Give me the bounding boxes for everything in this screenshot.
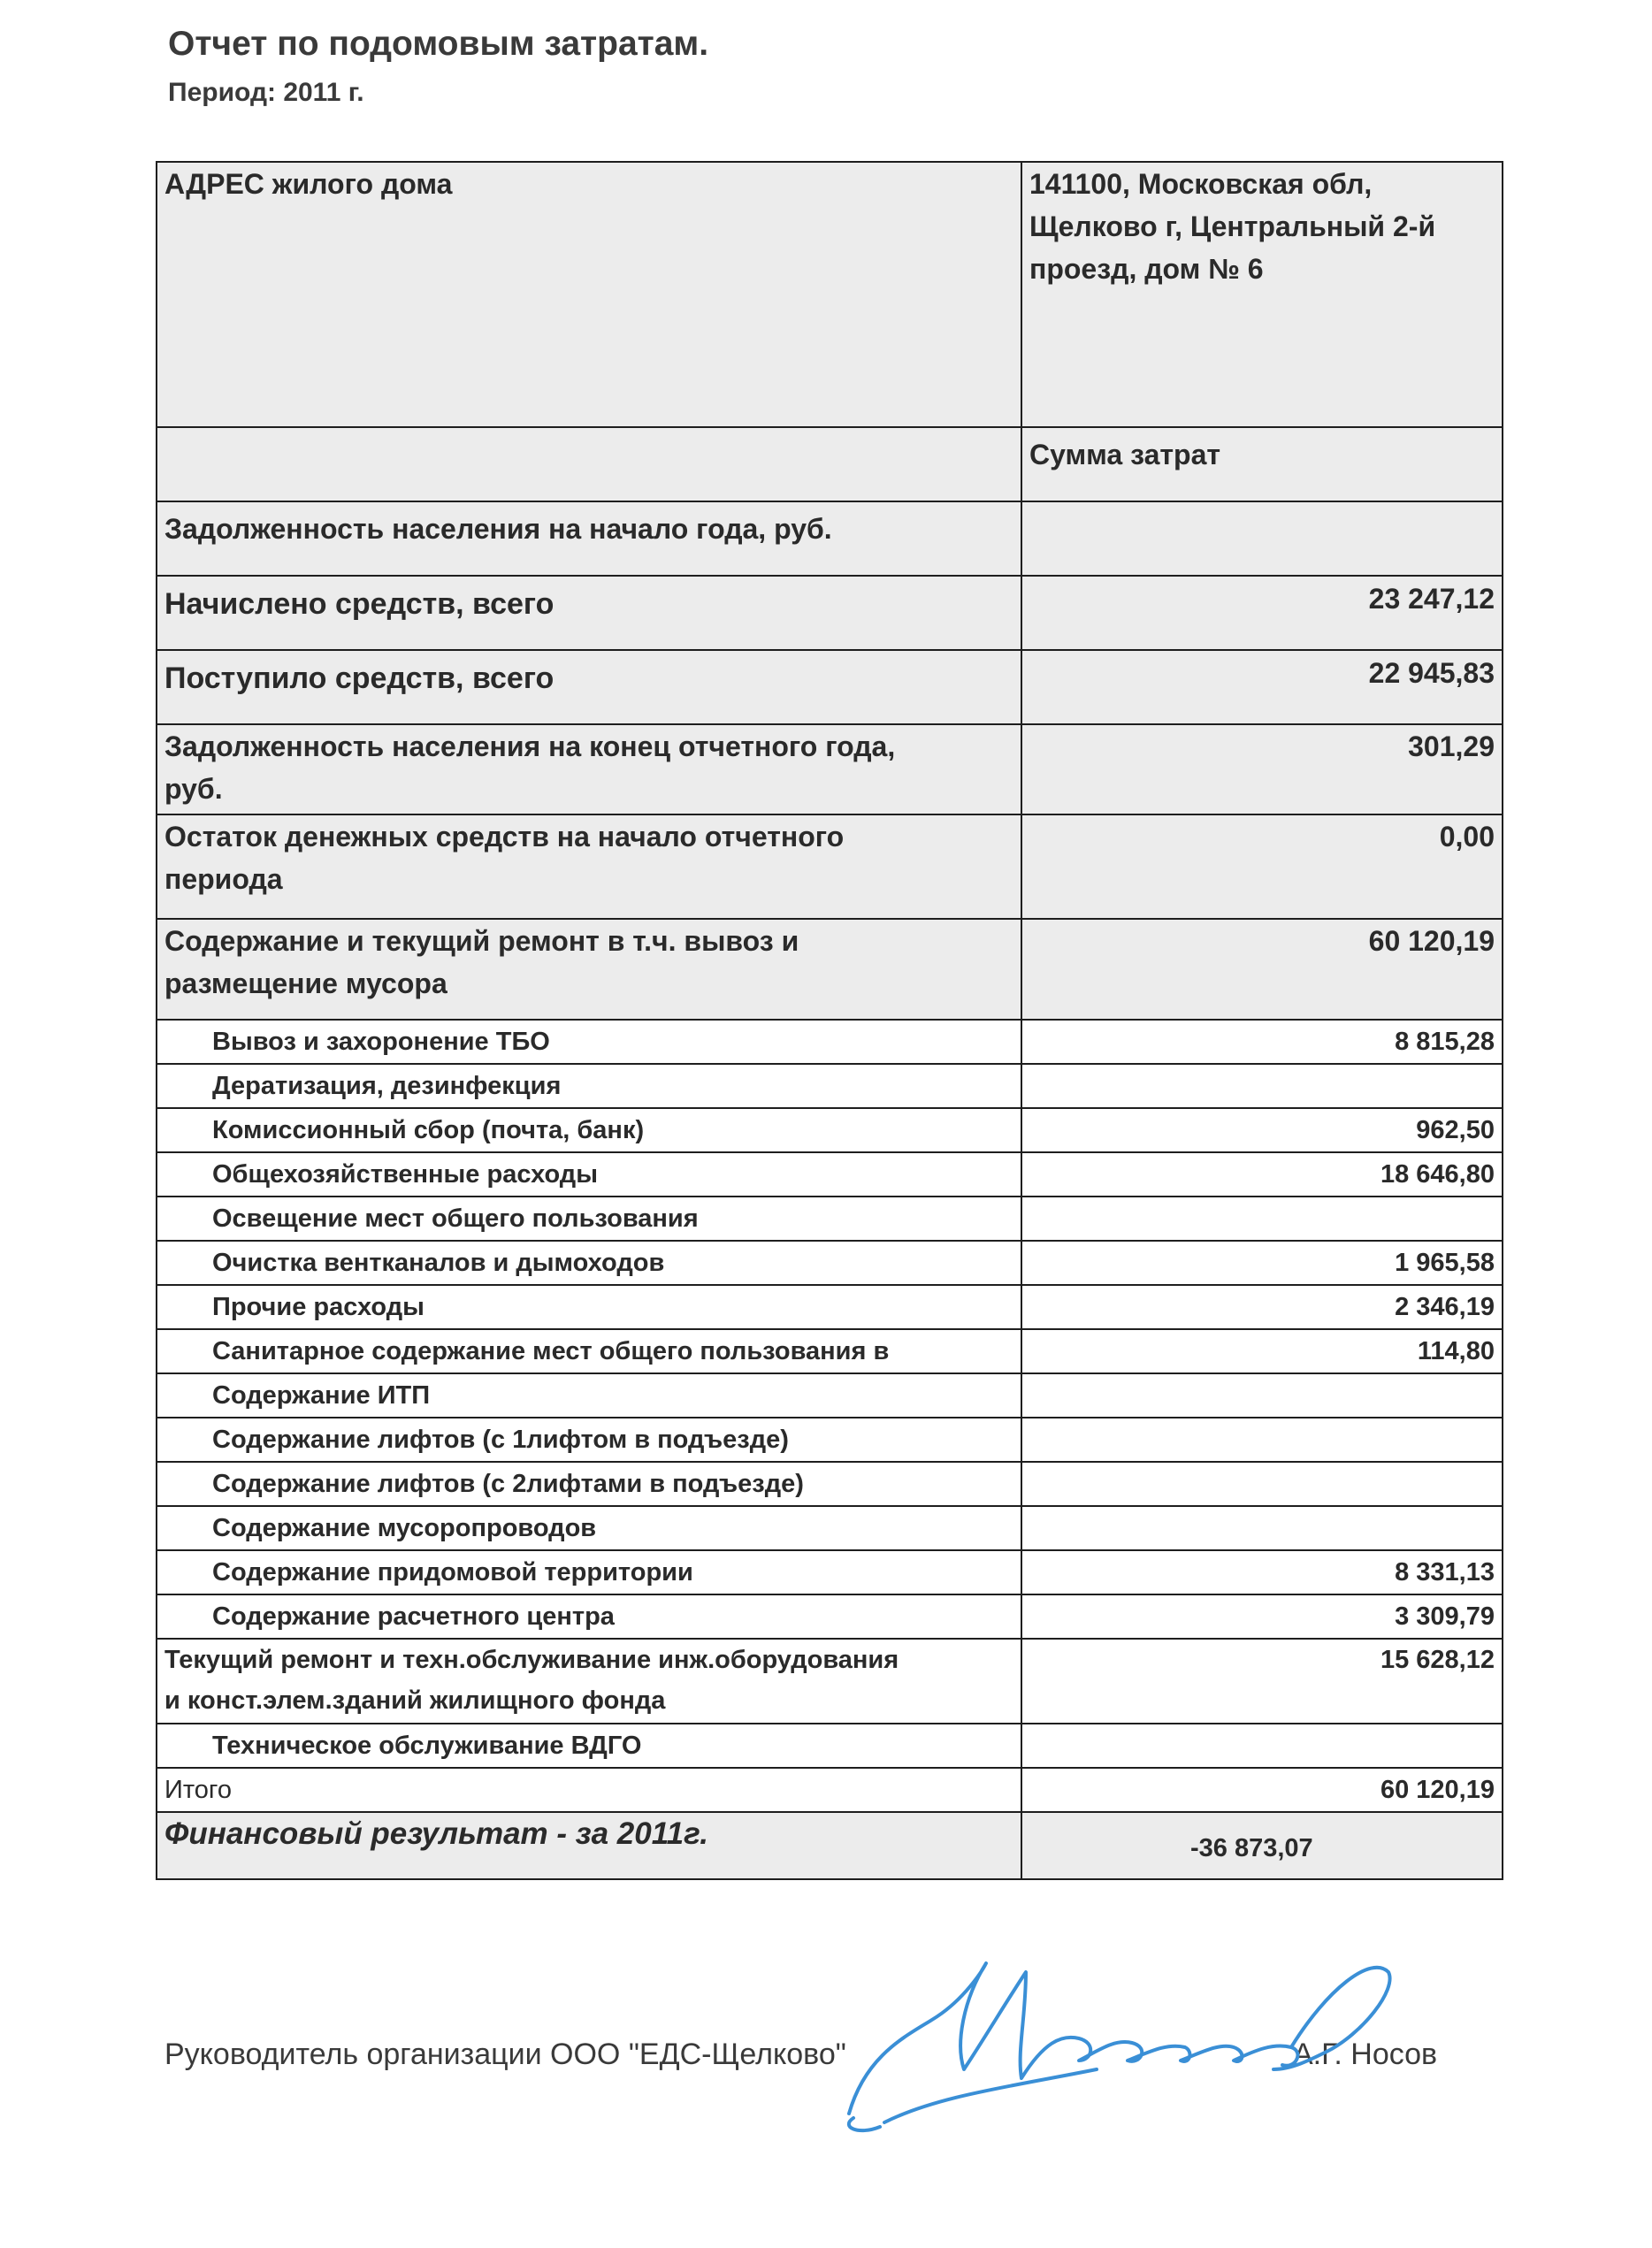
row-label-line-2: руб. [164,773,223,805]
row-label-line-2: периода [164,863,283,895]
table-row [157,1108,1503,1152]
table-row [157,650,1503,724]
item-value: 18 646,80 [1021,1152,1503,1197]
table-row [157,501,1503,576]
repair-row [157,1639,1503,1724]
signer-name: А.Г. Носов [1293,2038,1438,2071]
row-label [157,724,1021,814]
row-label-line-1: Содержание и текущий ремонт в т.ч. вывоз и [164,925,799,957]
vdgo-value [1021,1724,1503,1768]
item-value: 8 331,13 [1021,1550,1503,1594]
row-label [157,919,1021,1020]
row-value: 22 945,83 [1021,650,1503,724]
item-value [1021,1064,1503,1108]
table-row [157,724,1503,814]
item-value [1021,1506,1503,1550]
financial-label: Финансовый результат - за 2011г. [157,1812,1021,1879]
address-line-2: Щелково г, Центральный 2-й [1029,210,1436,242]
row-value: 0,00 [1021,814,1503,919]
table-row [157,1506,1503,1550]
item-value: 8 815,28 [1021,1020,1503,1064]
table-row [157,1594,1503,1639]
table-row [157,814,1503,919]
item-label: Содержание придомовой территории [157,1550,1021,1594]
vdgo-row [157,1724,1503,1768]
handwritten-signature [831,1937,1397,2140]
item-value [1021,1197,1503,1241]
row-value: 60 120,19 [1021,919,1503,1020]
address-line-1: 141100, Московская обл, [1029,168,1373,200]
signer-organization: Руководитель организации ООО "ЕДС-Щелково" [164,2038,846,2071]
item-value: 2 346,19 [1021,1285,1503,1329]
row-label-line-2: размещение мусора [164,967,447,999]
row-label: Задолженность населения на начало года, руб. [157,501,1021,576]
column-header-sum: Сумма затрат [1021,427,1503,501]
row-label: Поступило средств, всего [157,650,1021,724]
item-value [1021,1373,1503,1418]
item-value [1021,1462,1503,1506]
financial-row [157,1812,1503,1879]
cost-report-table [156,161,1503,1880]
column-header-row [157,427,1503,501]
page-title: Отчет по подомовым затратам. [168,25,709,63]
row-value [1021,501,1503,576]
report-period: Период: 2011 г. [168,78,364,107]
row-label: Начислено средств, всего [157,576,1021,650]
table-row [157,1285,1503,1329]
column-header-empty [157,427,1021,501]
table-row [157,1064,1503,1108]
table-row [157,1418,1503,1462]
table-row [157,1152,1503,1197]
financial-value: -36 873,07 [1021,1812,1503,1879]
table-row [157,1329,1503,1373]
row-label-line-1: Задолженность населения на конец отчетного года, [164,730,896,762]
repair-label [157,1639,1021,1724]
repair-label-line-1: Текущий ремонт и техн.обслуживание инж.оборудования [164,1646,899,1674]
address-value [1021,162,1503,427]
address-row [157,162,1503,427]
item-label: Вывоз и захоронение ТБО [157,1020,1021,1064]
repair-label-line-2: и конст.элем.зданий жилищного фонда [164,1686,666,1715]
table-row [157,1197,1503,1241]
item-value: 3 309,79 [1021,1594,1503,1639]
table-row [157,1373,1503,1418]
item-value [1021,1418,1503,1462]
total-label: Итого [157,1768,1021,1812]
address-line-3: проезд, дом № 6 [1029,253,1264,285]
table-row [157,576,1503,650]
row-value: 301,29 [1021,724,1503,814]
table-row [157,919,1503,1020]
item-label: Содержание мусоропроводов [157,1506,1021,1550]
item-label: Комиссионный сбор (почта, банк) [157,1108,1021,1152]
item-label: Содержание ИТП [157,1373,1021,1418]
item-label: Дератизация, дезинфекция [157,1064,1021,1108]
address-label: АДРЕС жилого дома [157,162,1021,427]
item-label: Освещение мест общего пользования [157,1197,1021,1241]
repair-value: 15 628,12 [1021,1639,1503,1724]
item-label: Очистка вентканалов и дымоходов [157,1241,1021,1285]
item-label: Содержание расчетного центра [157,1594,1021,1639]
row-label-line-1: Остаток денежных средств на начало отчетного [164,821,845,853]
row-label [157,814,1021,919]
vdgo-label: Техническое обслуживание ВДГО [157,1724,1021,1768]
total-value: 60 120,19 [1021,1768,1503,1812]
item-label: Содержание лифтов (с 1лифтом в подъезде) [157,1418,1021,1462]
item-value: 1 965,58 [1021,1241,1503,1285]
table-row [157,1020,1503,1064]
table-row [157,1550,1503,1594]
table-row [157,1462,1503,1506]
item-label: Прочие расходы [157,1285,1021,1329]
item-value: 114,80 [1021,1329,1503,1373]
item-label: Содержание лифтов (с 2лифтами в подъезде) [157,1462,1021,1506]
item-value: 962,50 [1021,1108,1503,1152]
item-label: Общехозяйственные расходы [157,1152,1021,1197]
item-label: Санитарное содержание мест общего пользования в [157,1329,1021,1373]
row-value: 23 247,12 [1021,576,1503,650]
table-row [157,1241,1503,1285]
total-row [157,1768,1503,1812]
